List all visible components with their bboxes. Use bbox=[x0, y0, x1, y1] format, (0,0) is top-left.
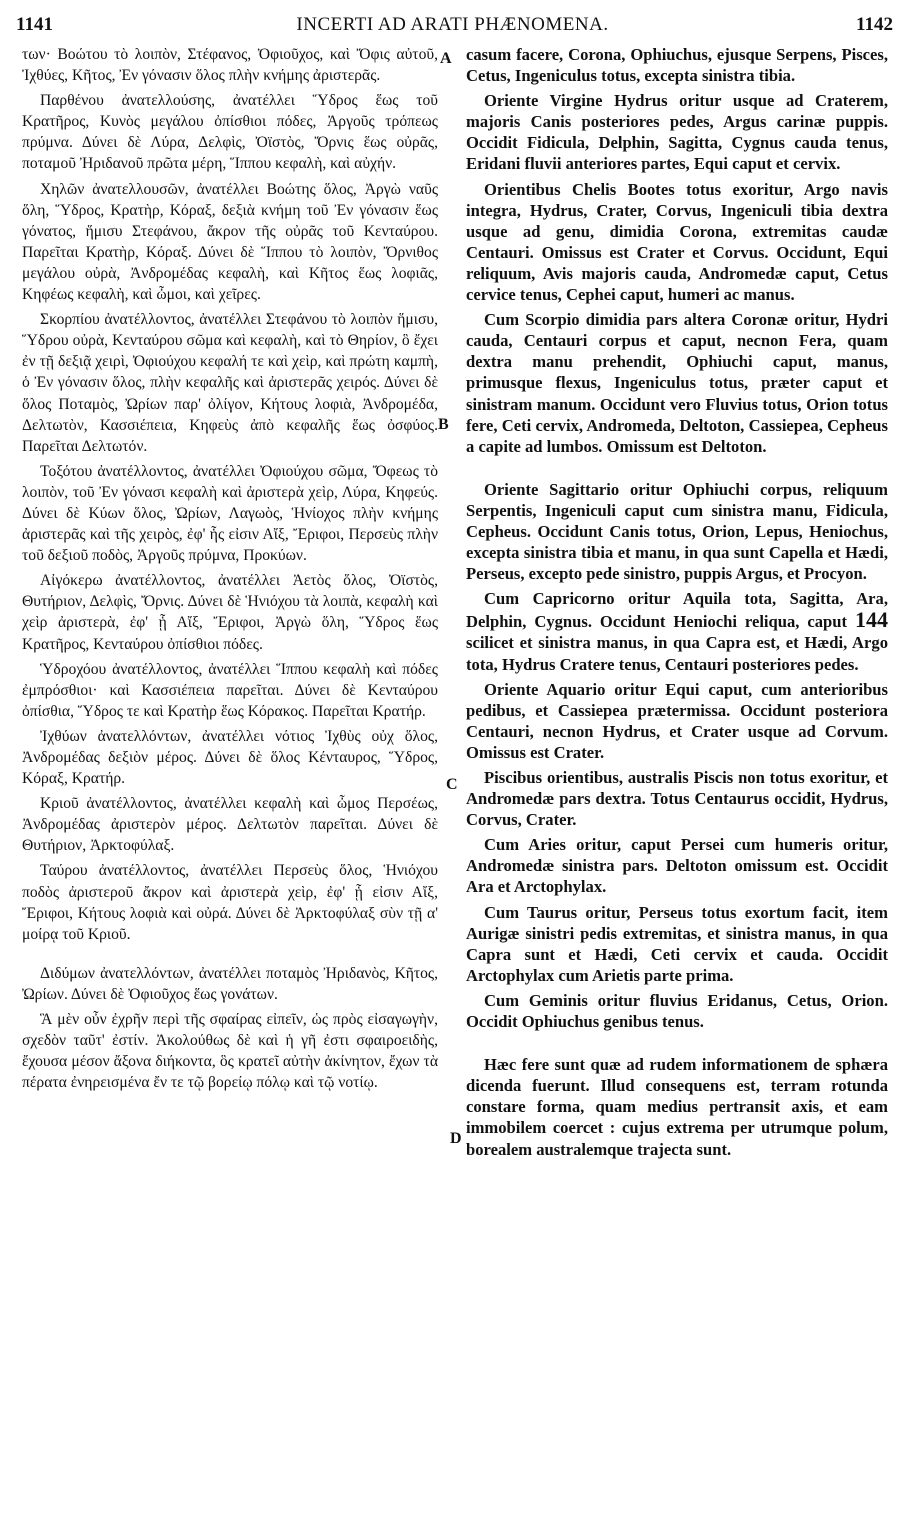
latin-paragraph: Cum Scorpio dimidia pars altera Coronæ oritur, Hydri cauda, Centauri corpus et caput, necnon Fera, quam dextra manu prehendit, Ophiuchi caput, manus, primusque flexus, Ingeniculus totus, præter caput et sinistram manum. Occidunt vero Fluvius totus, Orion totus fere, Ceti cervix, Andromeda, Deltoton, Cassiepea, Cepheus a capite ad lumbos. Omissum est Deltoton. bbox=[466, 310, 888, 456]
greek-paragraph: Αἰγόκερω ἀνατέλλοντος, ἀνατέλλει Ἀετὸς ὅλος, Ὀϊστὸς, Θυτήριον, Δελφὶς, Ὄρνις. Δύνει δὲ Ἡνιόχου τὰ λοιπὰ, κεφαλὴ καὶ χεὶρ ἀριστερὰ, ἐφ' ᾗ Αἴξ, Ἔριφοι, Ἀργὼ ὅλη, Ὕδρος ἕως Κρατῆρος, Κενταύρου ὀπίσθιοι πόδες. bbox=[22, 572, 438, 653]
latin-paragraph: Cum Geminis oritur fluvius Eridanus, Cetus, Orion. Occidit Ophiuchus genibus tenus. bbox=[466, 990, 888, 1032]
page-number-left: 1141 bbox=[16, 14, 53, 35]
greek-paragraph: Διδύμων ἀνατελλόντων, ἀνατέλλει ποταμὸς Ἠριδανὸς, Κῆτος, Ὠρίων. Δύνει δὲ Ὀφιοῦχος ἕως γονάτων. bbox=[22, 964, 438, 1003]
greek-column bbox=[22, 44, 438, 1097]
greek-paragraph: Ταύρου ἀνατέλλοντος, ἀνατέλλει Περσεὺς ὅλος, Ἡνιόχου ποδὸς ἀριστεροῦ ἄκρον καὶ ἀριστερὰ χεὶρ, ἐφ' ᾗ εἰσιν Αἴξ, Ἔριφοι, Κήτους λοφιὰ καὶ οὐρά. Δύνει δὲ Ἀρκτοφύλαξ σὺν τῇ α' μοίρᾳ τοῦ Κριοῦ. bbox=[22, 862, 438, 943]
greek-paragraph: Τοξότου ἀνατέλλοντος, ἀνατέλλει Ὀφιούχου σῶμα, Ὄφεως τὸ λοιπὸν, τοῦ Ἐν γόνασι κεφαλὴ καὶ ἀριστερὰ χεὶρ, Λύρα, Κηφεύς. Δύνει δὲ Κύων ὅλος, Ὠρίων, Λαγωὸς, Ἡνίοχος πλὴν κνήμης ἀριστερᾶς καὶ τῆς χειρὸς, ἐφ' ἧς εἰσιν Αἴξ, Ἔριφοι, Περσεὺς πλὴν τοῦ δεξιοῦ ποδὸς, Ἀργοῦς πρύμνα, Προκύων. bbox=[22, 462, 438, 565]
running-title: INCERTI AD ARATI PHÆNOMENA. bbox=[296, 14, 609, 35]
latin-paragraph: Oriente Aquario oritur Equi caput, cum anterioribus pedibus, et Cassiepea prætermissa. Occidunt posteriora Centauri, necnon Hydrus, et Crater usque ad Corvum. Omissus est Crater. bbox=[466, 679, 888, 762]
latin-paragraph: Piscibus orientibus, australis Piscis non totus exoritur, et Andromedæ pars dextra. Totus Centaurus occidit, Hydrus, Corvus, Crater. bbox=[466, 768, 888, 830]
folio-marker: 144 bbox=[855, 607, 888, 633]
latin-paragraph: Oriente Virgine Hydrus oritur usque ad Craterem, majoris Canis posteriores pedes, Argus carinæ puppis. Occidit Fidicula, Delphin, Sagitta, Cygnus cauda tenus, Eridani fluvii anteriores partes, Equi caput et cervix. bbox=[466, 91, 888, 174]
margin-letter-a: A bbox=[440, 50, 452, 67]
latin-paragraph: Cum Capricorno oritur Aquila tota, Sagitta, Ara, Delphin, Cygnus. Occidunt Heniochi reliqua, caput 144 scilicet et sinistra manus, in qua Capra est, et Hædi, Argo tota, Hydrus Cratere tenus, Centauri posteriores pedes. bbox=[466, 589, 888, 674]
latin-paragraph: Cum Aries oritur, caput Persei cum humeris oritur, Andromedæ sinistra pars. Deltoton omissum est. Occidit Ara et Arctophylax. bbox=[466, 835, 888, 897]
greek-paragraph: Ὑδροχόου ἀνατέλλοντος, ἀνατέλλει Ἵππου κεφαλὴ καὶ πόδες ἐμπρόσθιοι· καὶ Κασσιέπεια παρεῖται. Δύνει δὲ Κενταύρου ὀπίσθια, Ὕδρος τε καὶ Κρατὴρ ἕως Κόρακος. Παρεῖται Κρατήρ. bbox=[22, 660, 438, 720]
greek-paragraph: Παρθένου ἀνατελλούσης, ἀνατέλλει Ὕδρος ἕως τοῦ Κρατῆρος, Κυνὸς μεγάλου ὀπίσθιοι πόδες, Ἀργοῦς τρόπεως πρύμνα. Δύνει δὲ Λύρα, Δελφὶς, Ὀϊστὸς, Ὄρνις ἕως οὐρᾶς, ποταμοῦ Ἠριδανοῦ πρῶτα μέρη, Ἵππου κεφαλὴ, καὶ αὐχήν. bbox=[22, 92, 438, 173]
latin-paragraph: casum facere, Corona, Ophiuchus, ejusque Serpens, Pisces, Cetus, Ingeniculus totus, excepta sinistra tibia. bbox=[466, 45, 888, 86]
latin-paragraph: Oriente Sagittario oritur Ophiuchi corpus, reliquum Serpentis, Ingeniculi caput cum sinistra manu, Fidicula, Cepheus. Occidunt Canis totus, Orion, Lepus, Heniochus, excepta sinistra tibia et manu, in qua sunt Capella et Hædi, Perseus, excepto pede sinistro, puppis Argus, et Procyon. bbox=[466, 479, 888, 584]
margin-letter-c: C bbox=[446, 776, 458, 793]
latin-paragraph: Hæc fere sunt quæ ad rudem informationem de sphæra dicenda fuerunt. Illud consequens est, terram rotunda constare forma, quam medius pertransit axis, et eam immobilem coercet : cujus extrema per utrumque polum, borealem australemque trajecta sunt. bbox=[466, 1055, 888, 1159]
latin-column bbox=[466, 44, 888, 1164]
greek-paragraph: Σκορπίου ἀνατέλλοντος, ἀνατέλλει Στεφάνου τὸ λοιπὸν ἥμισυ, Ὕδρου οὐρὰ, Κενταύρου σῶμα καὶ κεφαλὴ, καὶ τὸ Θηρίον, ὃ ἔχει ἐν τῇ δεξιᾷ χειρὶ, Ὀφιούχου κεφαλή τε καὶ χεὶρ, καὶ πρώτη καμπὴ, ὁ Ἐν γόνασιν ὅλος, πλὴν κεφαλῆς καὶ ἀριστερᾶς χειρός. Δύνει δὲ ὅλος Ποταμὸς, Ὠρίων παρ' ὀλίγον, Κήτους λοφιὰ, Ἀνδρομέδα, Δελτωτὸν, Κασσιέπεια, Κηφεὺς ἀπὸ κεφαλῆς ἕως ὀσφύος. Παρεῖται Δελτωτόν. bbox=[22, 311, 438, 455]
greek-paragraph: Χηλῶν ἀνατελλουσῶν, ἀνατέλλει Βοώτης ὅλος, Ἀργὼ ναῦς ὅλη, Ὕδρος, Κρατὴρ, Κόραξ, δεξιὰ κνήμη τοῦ Ἐν γόνασιν ἕως γόνατος, ἥμισυ Στεφάνου, ἄκρον τῆς οὐρᾶς τοῦ Κενταύρου. Παρεῖται Κρατὴρ, Κόραξ. Δύνει δὲ Ἵππου τὸ λοιπὸν, Ὄρνιθος μεγάλου οὐρὰ, Ἀνδρομέδας κεφαλὴ, καὶ Κῆτος ἕως λοφιᾶς, Κηφέως κεφαλὴ, καὶ ὦμοι, καὶ χεῖρες. bbox=[22, 180, 438, 304]
latin-paragraph: Orientibus Chelis Bootes totus exoritur, Argo navis integra, Hydrus, Crater, Corvus, Ingeniculi tibia dextra usque ad genu, dimidia Corona, extremitas caudæ Centauri. Omissus est Crater et Corvus. Occidunt, Equi reliquum, Avis majoris cauda, Andromedæ caput, Cetus cervice tenus, Cephei caput, humeri ac manus. bbox=[466, 179, 888, 305]
greek-paragraph: των· Βοώτου τὸ λοιπὸν, Στέφανος, Ὀφιοῦχος, καὶ Ὄφις αὐτοῦ, Ἰχθύες, Κῆτος, Ἐν γόνασιν ὅλος πλὴν κνήμης ἀριστερᾶς. bbox=[22, 46, 438, 85]
greek-paragraph: Ἰχθύων ἀνατελλόντων, ἀνατέλλει νότιος Ἰχθὺς οὐχ ὅλος, Ἀνδρομέδας δεξιὸν μέρος. Δύνει δὲ ὅλος Κένταυρος, Ὕδρος, Κόραξ, Κρατήρ. bbox=[22, 727, 438, 788]
page-header bbox=[0, 8, 905, 40]
margin-letter-d: D bbox=[450, 1130, 462, 1147]
latin-paragraph: Cum Taurus oritur, Perseus totus exortum facit, item Aurigæ sinistri pedis extremitas, et sinistra manus, in qua Capra sunt et Hædi, Ceti cervix et cauda. Occidit Arctophylax cum Arietis parte prima. bbox=[466, 902, 888, 985]
margin-letter-b: B bbox=[438, 416, 449, 433]
greek-paragraph: Ἃ μὲν οὖν ἐχρῆν περὶ τῆς σφαίρας εἰπεῖν, ὡς πρὸς εἰσαγωγὴν, σχεδὸν ταῦτ' ἐστίν. Ἀκολούθως δὲ καὶ ἡ γῆ ἐστι σφαιροειδὴς, ἔχουσα μέσον ἄξονα διήκοντα, ὃς κρατεῖ αὐτὴν ἀκίνητον, ἔχων τὰ πέρατα ἐνηρεισμένα ἔν τε τῷ βορείῳ πόλῳ καὶ τῷ νοτίῳ. bbox=[22, 1011, 438, 1092]
page-number-right: 1142 bbox=[856, 14, 893, 35]
greek-paragraph: Κριοῦ ἀνατέλλοντος, ἀνατέλλει κεφαλὴ καὶ ὦμος Περσέως, Ἀνδρομέδας ἀριστερὸν μέρος. Δελτωτὸν παρεῖται. Δύνει δὲ Θυτήριον, Ἀρκτοφύλαξ. bbox=[22, 795, 438, 855]
